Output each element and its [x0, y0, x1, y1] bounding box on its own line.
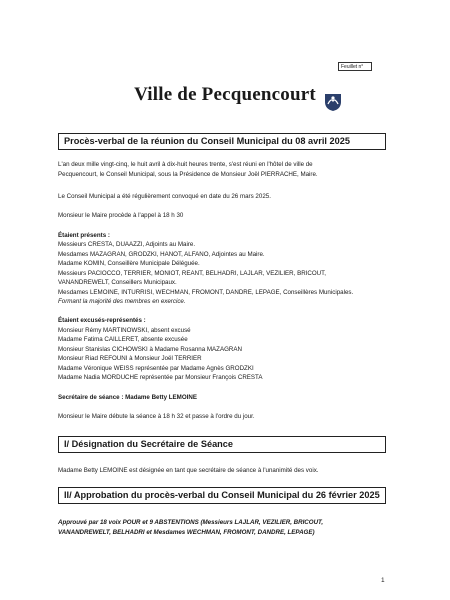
- section1-text: Madame Betty LEMOINE est désignée en tant que secrétaire de séance à l'unanimité des voix.: [58, 467, 319, 474]
- feuillet-box: [338, 62, 372, 71]
- intro-line-1: L'an deux mille vingt-cinq, le huit avril à dix-huit heures trente, s'est réuni en l'hôtel de ville de: [58, 161, 313, 168]
- section2-title-box: [58, 487, 386, 504]
- presents-heading: Étaient présents :: [58, 232, 110, 239]
- majority-note: Formant la majorité des membres en exercice.: [58, 298, 186, 305]
- presents-line: Mesdames LEMOINE, INTURRISI, WECHMAN, FROMONT, DANDRE, LEPAGE, Conseillères Municipales.: [58, 289, 354, 296]
- section2-title: II/ Approbation du procès-verbal du Conseil Municipal du 26 février 2025: [64, 490, 380, 500]
- secretaire-label: Secrétaire de séance: [58, 394, 120, 401]
- vote-line-2: VANANDREWELT, BELHADRI et Mesdames WECHMAN, FROMONT, DANDRE, LEPAGE): [58, 529, 315, 536]
- debut-text: Monsieur le Maire débute la séance à 18 h 32 et passe à l'ordre du jour.: [58, 413, 255, 420]
- secretaire-line: [58, 393, 388, 402]
- town-title: Ville de Pecquencourt: [134, 84, 316, 105]
- section1-title: I/ Désignation du Secrétaire de Séance: [64, 439, 234, 449]
- excuse-line: Madame Nadia MORDUCHE représentée par Monsieur François CRESTA: [58, 374, 263, 381]
- page-number: 1: [381, 577, 385, 584]
- presents-line: Mesdames MAZAGRAN, GRODZKI, HANOT, ALFANO, Adjointes au Maire.: [58, 251, 265, 258]
- vote-line-1: Approuvé par 18 voix POUR et 9 ABSTENTIONS (Messieurs LAJLAR, VEZILIER, BRICOUT,: [58, 519, 324, 526]
- excuse-line: Monsieur Rémy MARTINOWSKI, absent excusé: [58, 327, 191, 334]
- appel-text: Monsieur le Maire procède à l'appel à 18 h 30: [58, 212, 184, 219]
- presents-line: Messieurs CRESTA, DUAAZZI, Adjoints au Maire.: [58, 241, 196, 248]
- convocation-text: Le Conseil Municipal a été régulièrement convoqué en date du 26 mars 2025.: [58, 193, 271, 200]
- secretaire-value: : Madame Betty LEMOINE: [121, 394, 197, 401]
- document-title: Procès-verbal de la réunion du Conseil Municipal du 08 avril 2025: [64, 136, 350, 146]
- section1-title-box: [58, 436, 386, 453]
- document-title-box: [58, 133, 386, 150]
- presents-line: Madame KOMIN, Conseillère Municipale Déléguée.: [58, 260, 200, 267]
- excuse-line: Monsieur Stanislas CICHOWSKI à Madame Rosanna MAZAGRAN: [58, 346, 242, 353]
- intro-line-2: Pecquencourt, le Conseil Municipal, sous la Présidence de Monsieur Joël PIERRACHE, Maire.: [58, 171, 318, 178]
- feuillet-label: Feuillet n°: [341, 64, 364, 70]
- excuse-line: Madame Véronique WEISS représentée par Madame Agnès GRODZKI: [58, 365, 254, 372]
- presents-line: Messieurs PACIOCCO, TERRIER, MONIOT, REANT, BELHADRI, LAJLAR, VEZILIER, BRICOUT,: [58, 270, 326, 277]
- excuse-line: Madame Fatima CAILLERET, absente excusée: [58, 336, 188, 343]
- town-crest-icon: [323, 92, 343, 112]
- presents-line: VANANDREWELT, Conseillers Municipaux.: [58, 279, 177, 286]
- excuse-line: Monsieur Riad REFOUNI à Monsieur Joël TERRIER: [58, 355, 202, 362]
- excuses-heading: Étaient excusés-représentés :: [58, 317, 146, 324]
